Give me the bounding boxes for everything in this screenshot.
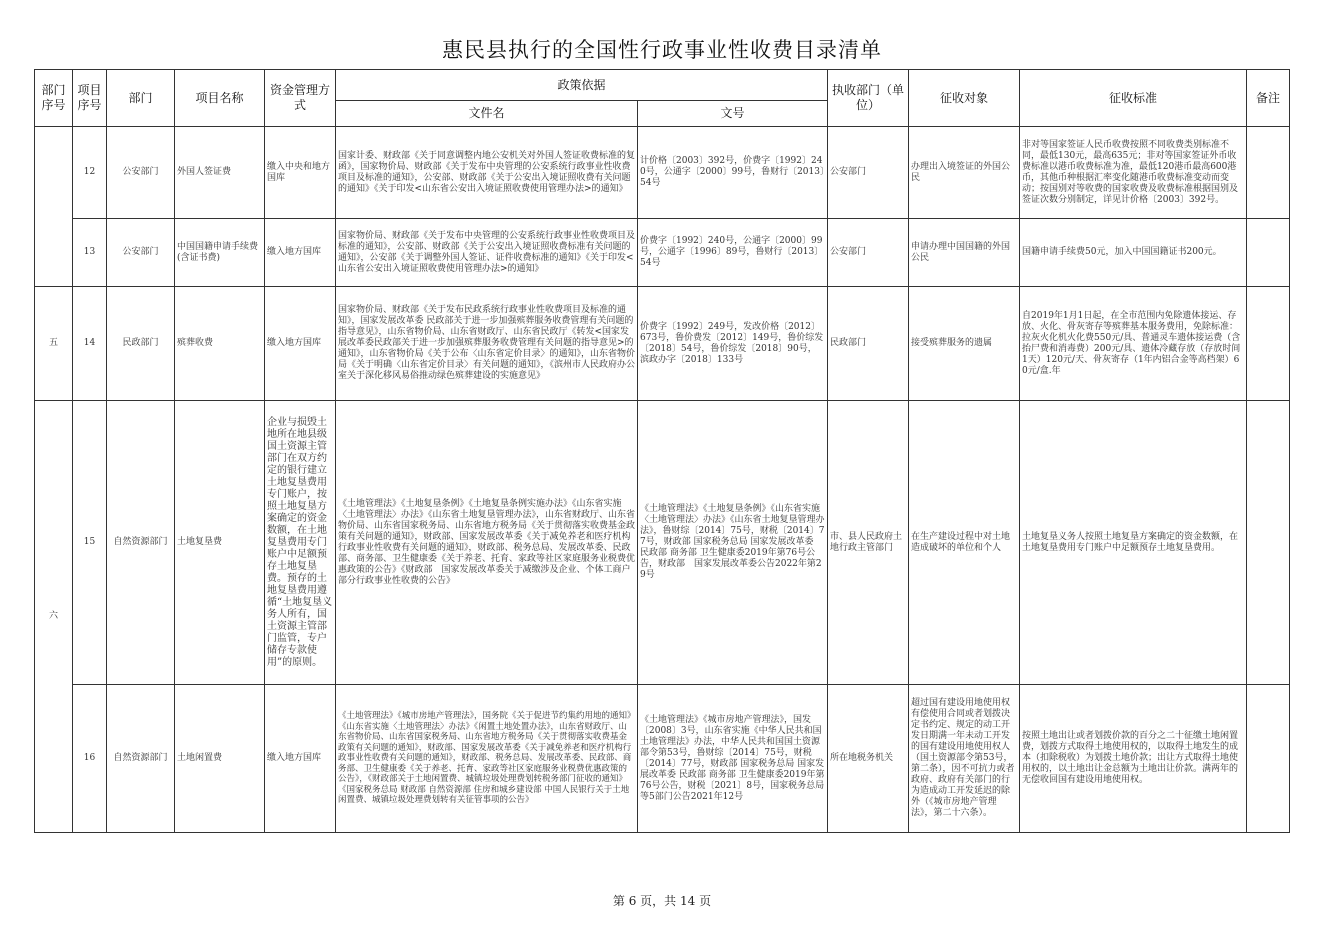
header-target: 征收对象 xyxy=(909,70,1020,127)
header-item-name: 项目名称 xyxy=(175,70,265,127)
cell-item-no: 16 xyxy=(73,685,107,833)
cell-dept: 公安部门 xyxy=(107,127,175,219)
cell-doc-name: 《土地管理法》《土地复垦条例》《土地复垦条例实施办法》《山东省实施〈土地管理法〉办法》《山东省土地复垦管理办法》，山东省财政厅、山东省物价局、山东省国家税务局、山东省地方税务局《关于贯彻落实收费基金政策有关问题的通知》，财政部、国家发展改革委《关于减免养老和医疗机构行政事业性收费有关问题的通知》，财政部、税务总局、发展改革委、民政部、商务部、卫生健康委《关于养老、托育、家政等社区家庭服务业税费优惠政策的公告》《财政部 国家发展改革委关于减缴涉及企业、个体工商户部分行政事业性收费的公告》 xyxy=(336,401,638,685)
cell-doc-no: 价费字〔1992〕240号，公通字〔2000〕99号，公通字〔1996〕89号，鲁财行〔2013〕54号 xyxy=(638,219,828,287)
header-remark: 备注 xyxy=(1247,70,1290,127)
cell-collector: 公安部门 xyxy=(828,219,909,287)
cell-dept: 自然资源部门 xyxy=(107,685,175,833)
page-title: 惠民县执行的全国性行政事业性收费目录清单 xyxy=(442,38,882,62)
header-item-no: 项目序号 xyxy=(73,70,107,127)
cell-target: 接受殡葬服务的遗属 xyxy=(909,287,1020,401)
cell-collector: 公安部门 xyxy=(828,127,909,219)
cell-doc-name: 国家计委、财政部《关于同意调整内地公安机关对外国人签证收费标准的复函》，国家物价局、财政部《关于发布中央管理的公安系统行政事业性收费项目及标准的通知》，公安部、财政部《关于公安出入境证照收费有关问题的通知》《关于印发<山东省公安出入境证照收费使用管理办法>的通知》 xyxy=(336,127,638,219)
cell-item-name: 土地闲置费 xyxy=(175,685,265,833)
table-row xyxy=(35,219,1290,287)
cell-doc-name: 《土地管理法》《城市房地产管理法》，国务院《关于促进节约集约用地的通知》《山东省实施〈土地管理法〉办法》《闲置土地处置办法》，山东省财政厅、山东省物价局、山东省国家税务局、山东省地方税务局《关于贯彻落实收费基金政策有关问题的通知》，财政部、国家发展改革委《关于减免养老和医疗机构行政事业性收费有关问题的通知》，财政部、税务总局、发展改革委、民政部、商务部、卫生健康委《关于养老、托育、家政等社区家庭服务业税费优惠政策的公告》，《财政部关于土地闲置费、城镇垃圾处理费划转税务部门征收的通知》《国家税务总局 财政部 自然资源部 住房和城乡建设部 中国人民银行关于土地闲置费、城镇垃圾处理费划转有关征管事项的公告》 xyxy=(336,685,638,833)
cell-fund-mgmt: 缴入地方国库 xyxy=(265,287,336,401)
header-doc-name: 文件名 xyxy=(336,101,638,127)
cell-doc-no: 计价格〔2003〕392号，价费字〔1992〕240号，公通字〔2000〕99号，鲁财行〔2013〕54号 xyxy=(638,127,828,219)
cell-remark xyxy=(1247,127,1290,219)
table-row xyxy=(35,401,1290,685)
cell-doc-no: 《土地管理法》《土地复垦条例》《山东省实施〈土地管理法〉办法》《山东省土地复垦管理办法》，鲁财综〔2014〕75号，财税〔2014〕77号，财政部 国家税务总局 国家发展改革委 民政部 商务部 卫生健康委2019年第76号公告，财政部 国家发展改革委公告2022年第29号 xyxy=(638,401,828,685)
cell-item-no: 13 xyxy=(73,219,107,287)
header-fund-mgmt: 资金管理方式 xyxy=(265,70,336,127)
cell-dept-no: 六 xyxy=(35,401,73,833)
table-row xyxy=(35,127,1290,219)
cell-fund-mgmt: 企业与损毁土地所在地县级国土资源主管部门在双方约定的银行建立土地复垦费用专门账户，按照土地复垦方案确定的资金数额，在土地复垦费用专门账户中足额预存土地复垦费。预存的土地复垦费用遵循“土地复垦义务人所有，国土资源主管部门监管，专户储存专款使用”的原则。 xyxy=(265,401,336,685)
cell-target: 办理出入境签证的外国公民 xyxy=(909,127,1020,219)
cell-item-no: 12 xyxy=(73,127,107,219)
cell-standard: 自2019年1月1日起，在全市范围内免除遗体接运、存放、火化、骨灰寄存等殡葬基本服务费用，免除标准：拉灰火化机火化费550元/具、普通灵车遗体接运费（含抬尸费和消毒费）200元/具、遗体冷藏存放（存放时间1天）120元/天、骨灰寄存（1年内铝合金等高档架）60元/盒.年 xyxy=(1020,287,1247,401)
cell-dept: 自然资源部门 xyxy=(107,401,175,685)
cell-doc-name: 国家物价局、财政部《关于发布中央管理的公安系统行政事业性收费项目及标准的通知》，公安部、财政部《关于公安出入境证照收费标准有关问题的通知》，公安部《关于调整外国人签证、证件收费标准的通知》《关于印发<山东省公安出入境证照收费使用管理办法>的通知》 xyxy=(336,219,638,287)
cell-standard: 按照土地出让或者划拨价款的百分之二十征缴土地闲置费，划拨方式取得土地使用权的，以取得土地发生的成本（扣除税收）为划拨土地价款；出让方式取得土地使用权的，以土地出让金总额为土地出让价款。满两年的无偿收回国有建设用地使用权。 xyxy=(1020,685,1247,833)
cell-item-no: 14 xyxy=(73,287,107,401)
cell-standard: 土地复垦义务人按照土地复垦方案确定的资金数额，在土地复垦费用专门账户中足额预存土地复垦费用。 xyxy=(1020,401,1247,685)
cell-dept-no xyxy=(35,127,73,287)
header-standard: 征收标准 xyxy=(1020,70,1247,127)
cell-dept: 公安部门 xyxy=(107,219,175,287)
cell-remark xyxy=(1247,219,1290,287)
table-row xyxy=(35,287,1290,401)
cell-dept: 民政部门 xyxy=(107,287,175,401)
header-doc-no: 文号 xyxy=(638,101,828,127)
header-dept: 部门 xyxy=(107,70,175,127)
cell-target: 超过国有建设用地使用权有偿使用合同或者划拨决定书约定、规定的动工开发日期满一年未动工开发的国有建设用地使用权人（国土资源部令第53号，第二条），因不可抗力或者政府、政府有关部门的行为造成动工开发延迟的除外（《城市房地产管理法》，第二十六条）。 xyxy=(909,685,1020,833)
cell-dept-no: 五 xyxy=(35,287,73,401)
header-dept-no: 部门序号 xyxy=(35,70,73,127)
fee-catalog-table xyxy=(34,69,1290,833)
cell-item-name: 中国国籍申请手续费(含证书费) xyxy=(175,219,265,287)
cell-remark xyxy=(1247,401,1290,685)
cell-standard: 国籍申请手续费50元，加入中国国籍证书200元。 xyxy=(1020,219,1247,287)
cell-standard: 非对等国家签证人民币收费按照不同收费类别标准不同，最低130元，最高635元；非对等国家签证外币收费标准以港币收费标准为准，最低120港币最高600港币，其他币种根据汇率变化随港币收费标准变动而变动；按国别对等收费的国家收费及收费标准根据国别及签证次数分别制定，详见计价格〔2003〕392号。 xyxy=(1020,127,1247,219)
header-collector: 执收部门（单位） xyxy=(828,70,909,127)
cell-fund-mgmt: 缴入地方国库 xyxy=(265,685,336,833)
cell-fund-mgmt: 缴入中央和地方国库 xyxy=(265,127,336,219)
cell-target: 在生产建设过程中对土地造成破坏的单位和个人 xyxy=(909,401,1020,685)
cell-collector: 所在地税务机关 xyxy=(828,685,909,833)
cell-doc-no: 《土地管理法》《城市房地产管理法》，国发〔2008〕3号，山东省实施《中华人民共和国土地管理法》办法，中华人民共和国国土资源部令第53号，鲁财综〔2014〕75号，财税〔2014〕77号，财政部 国家税务总局 国家发展改革委 民政部 商务部 卫生健康委2019年第76号公告，财税〔2021〕8号，国家税务总局等5部门公告2021年12号 xyxy=(638,685,828,833)
cell-item-name: 外国人签证费 xyxy=(175,127,265,219)
page-number: 第 6 页，共 14 页 xyxy=(612,894,712,908)
cell-item-name: 殡葬收费 xyxy=(175,287,265,401)
cell-item-no: 15 xyxy=(73,401,107,685)
table-row xyxy=(35,685,1290,833)
cell-collector: 民政部门 xyxy=(828,287,909,401)
cell-target: 申请办理中国国籍的外国公民 xyxy=(909,219,1020,287)
header-policy: 政策依据 xyxy=(336,70,828,101)
cell-remark xyxy=(1247,287,1290,401)
cell-doc-no: 价费字〔1992〕249号，发改价格〔2012〕673号，鲁价费发〔2012〕149号，鲁价综发〔2018〕54号，鲁价综发〔2018〕90号，滨政办字〔2018〕133号 xyxy=(638,287,828,401)
cell-collector: 市、县人民政府土地行政主管部门 xyxy=(828,401,909,685)
cell-doc-name: 国家物价局、财政部《关于发布民政系统行政事业性收费项目及标准的通知》，国家发展改革委 民政部关于进一步加强殡葬服务收费管理有关问题的指导意见》，山东省物价局、山东省财政厅、山东省民政厅《转发<国家发展改革委民政部关于进一步加强殡葬服务收费管理有关问题的指导意见>的通知》，山东省物价局《关于公布〈山东省定价目录〉的通知》，山东省物价局《关于明确〈山东省定价目录〉有关问题的通知》，《滨州市人民政府办公室关于深化移风易俗推动绿色殡葬建设的实施意见》 xyxy=(336,287,638,401)
cell-item-name: 土地复垦费 xyxy=(175,401,265,685)
cell-fund-mgmt: 缴入地方国库 xyxy=(265,219,336,287)
cell-remark xyxy=(1247,685,1290,833)
